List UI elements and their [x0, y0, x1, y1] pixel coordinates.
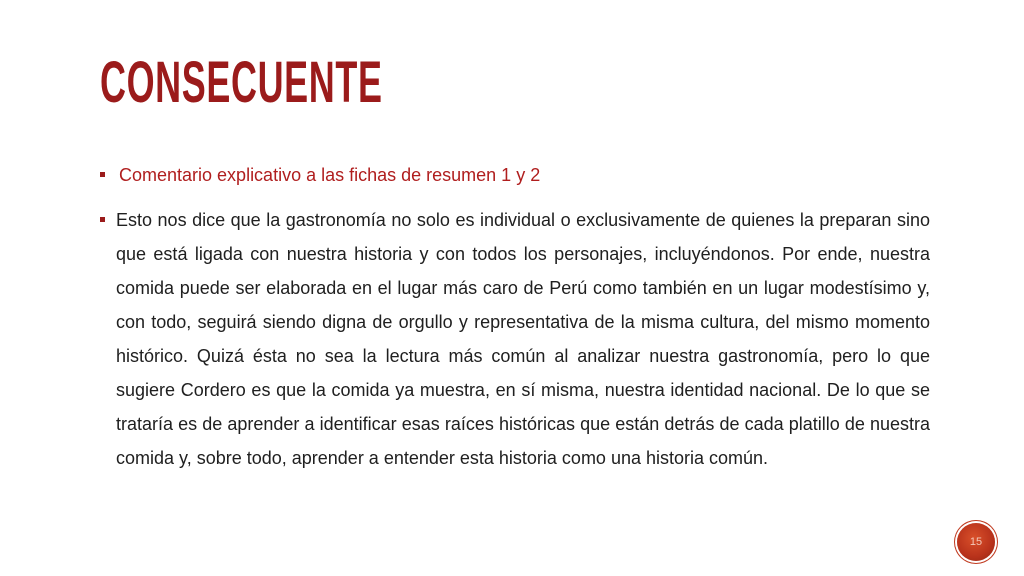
bullet-item — [100, 158, 930, 192]
bullet-list — [100, 158, 930, 475]
bullet-text: Esto nos dice que la gastronomía no solo es individual o exclusivamente de quienes la preparan sino que está ligada con nuestra historia y con todos los personajes, incluyéndonos. Por ende, nuestra comida puede ser elaborada en el lugar más caro de Perú como también en un lugar modestísimo y, con todo, seguirá siendo digna de orgullo y representativa de la misma cultura, del mismo momento histórico. Quizá ésta no sea la lectura más común al analizar nuestra gastronomía, pero lo que sugiere Cordero es que la comida ya muestra, en sí misma, nuestra identidad nacional. De lo que se trataría es de aprender a identificar esas raíces históricas que están detrás de cada platillo de nuestra comida y, sobre todo, aprender a entender esta historia como una historia común. — [116, 210, 930, 468]
bullet-item — [100, 203, 930, 475]
page-number: 15 — [969, 536, 983, 548]
slide-title: CONSECUENTE — [100, 50, 383, 115]
page-number-badge — [957, 523, 995, 561]
square-bullet-icon — [100, 217, 105, 222]
bullet-text: Comentario explicativo a las fichas de resumen 1 y 2 — [119, 165, 541, 185]
square-bullet-icon — [100, 172, 105, 177]
